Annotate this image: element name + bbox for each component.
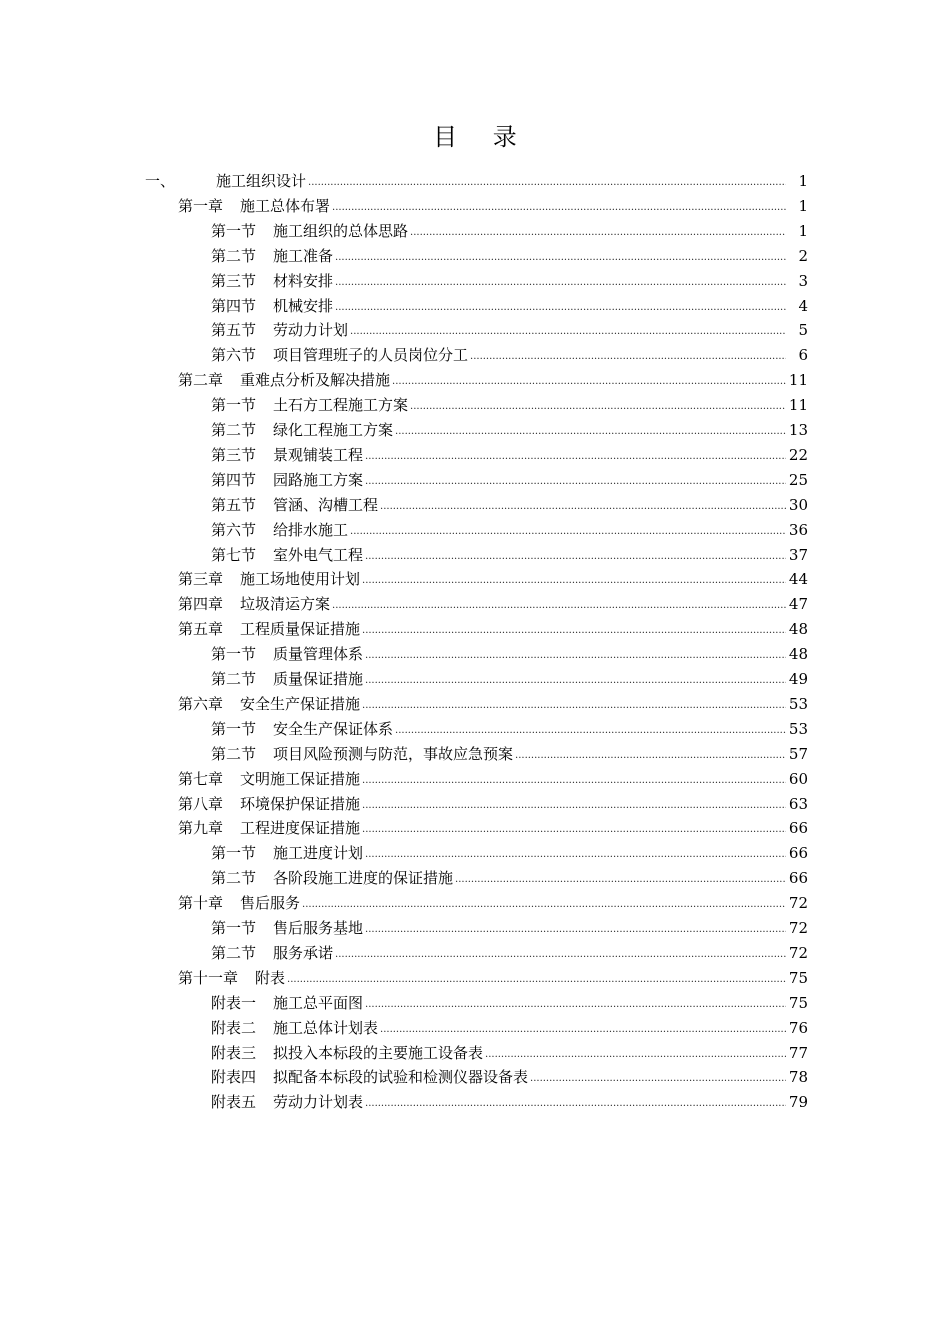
toc-entry[interactable] bbox=[211, 416, 808, 440]
toc-entry[interactable] bbox=[211, 914, 808, 938]
toc-dot-leader bbox=[362, 773, 786, 789]
toc-dot-leader bbox=[365, 922, 786, 938]
toc-dot-leader bbox=[332, 598, 786, 614]
toc-dot-leader bbox=[335, 250, 786, 266]
toc-entry-number: 第二节 bbox=[211, 421, 257, 439]
toc-entry-number: 附表五 bbox=[211, 1093, 257, 1112]
toc-entry-label: 垃圾清运方案 bbox=[240, 595, 331, 614]
toc-dot-leader bbox=[335, 947, 786, 963]
toc-entry-page-number: 36 bbox=[788, 520, 808, 539]
toc-entry-label: 土石方工程施工方案 bbox=[273, 396, 409, 415]
toc-entry-page-number: 3 bbox=[798, 271, 808, 290]
toc-entry-label: 管涵、沟槽工程 bbox=[273, 495, 379, 514]
toc-entry-page-number: 75 bbox=[788, 993, 808, 1012]
toc-entry-number: 第三节 bbox=[211, 445, 257, 464]
toc-entry-number: 第十章 bbox=[178, 894, 224, 913]
toc-entry-number: 第五章 bbox=[178, 620, 224, 639]
toc-entry-label: 拟配备本标段的试验和检测仪器设备表 bbox=[273, 1068, 529, 1087]
toc-entry-number: 第二节 bbox=[211, 869, 257, 888]
toc-entry-page-number: 72 bbox=[788, 919, 808, 937]
toc-entry[interactable] bbox=[211, 516, 808, 540]
toc-dot-leader bbox=[395, 424, 786, 440]
toc-entry[interactable] bbox=[211, 441, 808, 465]
toc-entry-label: 劳动力计划 bbox=[273, 321, 349, 340]
toc-entry-page-number: 78 bbox=[788, 1068, 808, 1087]
toc-dot-leader bbox=[515, 748, 786, 764]
toc-entry-label: 工程质量保证措施 bbox=[240, 620, 361, 639]
toc-dot-leader bbox=[362, 573, 786, 589]
toc-entry-label: 施工组织设计 bbox=[216, 172, 307, 190]
toc-entry-label: 给排水施工 bbox=[273, 520, 349, 539]
toc-entry-page-number: 22 bbox=[788, 445, 808, 464]
toc-entry-label: 施工场地使用计划 bbox=[240, 570, 361, 589]
toc-entry-label: 施工总平面图 bbox=[273, 993, 364, 1012]
toc-entry-number: 第一节 bbox=[211, 919, 257, 937]
toc-entry-page-number: 53 bbox=[788, 719, 808, 738]
toc-entry-number: 第十一章 bbox=[178, 968, 239, 987]
page-title: 目 录 bbox=[433, 123, 531, 151]
toc-entry-label: 园路施工方案 bbox=[273, 470, 364, 489]
toc-entry-number: 第六节 bbox=[211, 346, 257, 365]
toc-entry-page-number: 66 bbox=[788, 844, 808, 863]
toc-entry-number: 第二章 bbox=[178, 371, 224, 390]
toc-entry-number: 第八章 bbox=[178, 794, 224, 813]
toc-entry[interactable] bbox=[211, 1014, 808, 1038]
toc-entry-label: 项目管理班子的人员岗位分工 bbox=[273, 346, 469, 365]
toc-entry-number: 第七章 bbox=[178, 769, 224, 788]
toc-entry-number: 第五节 bbox=[211, 321, 257, 340]
toc-entry-number: 第三节 bbox=[211, 271, 257, 290]
toc-dot-leader bbox=[362, 822, 786, 838]
toc-dot-leader bbox=[410, 225, 786, 241]
toc-entry-page-number: 44 bbox=[788, 570, 808, 589]
toc-entry[interactable] bbox=[211, 1063, 808, 1087]
toc-entry-page-number: 25 bbox=[788, 470, 808, 489]
toc-entry-label: 工程进度保证措施 bbox=[240, 819, 361, 838]
toc-entry-number: 第一节 bbox=[211, 645, 257, 664]
toc-entry-number: 第六节 bbox=[211, 520, 257, 539]
toc-dot-leader bbox=[362, 623, 786, 639]
toc-dot-leader bbox=[365, 673, 786, 689]
toc-entry[interactable] bbox=[211, 1039, 808, 1063]
toc-entry-label: 文明施工保证措施 bbox=[240, 769, 361, 788]
toc-entry[interactable] bbox=[178, 192, 808, 216]
toc-entry-number: 第四节 bbox=[211, 296, 257, 315]
toc-entry-page-number: 1 bbox=[798, 172, 808, 190]
toc-entry-number: 第五节 bbox=[211, 495, 257, 514]
toc-dot-leader bbox=[392, 374, 786, 390]
toc-entry[interactable] bbox=[211, 391, 808, 415]
toc-entry-number: 第七节 bbox=[211, 545, 257, 564]
toc-entry-page-number: 66 bbox=[788, 869, 808, 888]
toc-entry[interactable] bbox=[211, 491, 808, 515]
toc-entry-page-number: 72 bbox=[788, 894, 808, 913]
toc-dot-leader bbox=[287, 972, 786, 988]
toc-entry[interactable] bbox=[178, 790, 808, 814]
toc-dot-leader bbox=[365, 1096, 786, 1112]
toc-dot-leader bbox=[530, 1071, 786, 1087]
toc-entry[interactable] bbox=[145, 167, 808, 191]
toc-entry-label: 质量管理体系 bbox=[273, 645, 364, 664]
toc-entry[interactable] bbox=[211, 740, 808, 764]
toc-entry[interactable] bbox=[211, 715, 808, 739]
toc-entry-page-number: 48 bbox=[788, 620, 808, 639]
toc-entry[interactable] bbox=[178, 765, 808, 789]
toc-entry-label: 施工准备 bbox=[273, 246, 334, 265]
toc-dot-leader bbox=[470, 349, 786, 365]
toc-entry-page-number: 4 bbox=[798, 296, 808, 315]
toc-entry-label: 安全生产保证体系 bbox=[273, 719, 394, 738]
toc-entry-number: 第三章 bbox=[178, 570, 224, 589]
toc-entry-number: 第四节 bbox=[211, 470, 257, 489]
toc-entry-page-number: 30 bbox=[788, 495, 808, 514]
toc-dot-leader bbox=[302, 897, 786, 913]
toc-entry-page-number: 2 bbox=[798, 246, 808, 265]
toc-entry[interactable] bbox=[211, 267, 808, 291]
toc-entry[interactable] bbox=[178, 615, 808, 639]
toc-entry[interactable] bbox=[211, 316, 808, 340]
toc-dot-leader bbox=[485, 1047, 786, 1063]
toc-entry-label: 安全生产保证措施 bbox=[240, 694, 361, 713]
toc-entry[interactable] bbox=[211, 242, 808, 266]
toc-entry-number: 一、 bbox=[145, 172, 176, 190]
toc-entry-page-number: 37 bbox=[788, 545, 808, 564]
toc-entry-number: 第六章 bbox=[178, 694, 224, 713]
toc-entry[interactable] bbox=[211, 1088, 808, 1112]
toc-entry-label: 各阶段施工进度的保证措施 bbox=[273, 869, 454, 888]
toc-entry-number: 第二节 bbox=[211, 943, 257, 962]
toc-dot-leader bbox=[410, 399, 786, 415]
toc-entry[interactable] bbox=[211, 665, 808, 689]
toc-dot-leader bbox=[365, 847, 786, 863]
toc-entry-page-number: 11 bbox=[788, 371, 808, 390]
toc-entry[interactable] bbox=[211, 292, 808, 316]
toc-entry-page-number: 11 bbox=[788, 396, 808, 415]
toc-dot-leader bbox=[308, 175, 786, 191]
toc-entry-label: 服务承诺 bbox=[273, 943, 334, 962]
toc-entry[interactable] bbox=[211, 541, 808, 565]
toc-entry-number: 第二节 bbox=[211, 246, 257, 265]
toc-dot-leader bbox=[365, 474, 786, 490]
toc-entry[interactable] bbox=[178, 690, 808, 714]
toc-dot-leader bbox=[335, 275, 786, 291]
toc-entry[interactable] bbox=[178, 964, 808, 988]
toc-entry-label: 机械安排 bbox=[273, 296, 334, 315]
toc-entry-page-number: 1 bbox=[798, 221, 808, 240]
toc-entry-label: 施工组织的总体思路 bbox=[273, 221, 409, 240]
toc-entry-number: 第二节 bbox=[211, 670, 257, 688]
toc-dot-leader bbox=[332, 200, 786, 216]
toc-entry-label: 拟投入本标段的主要施工设备表 bbox=[273, 1043, 484, 1062]
toc-entry[interactable] bbox=[211, 217, 808, 241]
toc-dot-leader bbox=[365, 449, 786, 465]
toc-entry-page-number: 49 bbox=[788, 670, 808, 688]
toc-entry-page-number: 53 bbox=[788, 694, 808, 713]
toc-entry-label: 景观铺装工程 bbox=[273, 445, 364, 464]
toc-entry-page-number: 60 bbox=[788, 769, 808, 788]
toc-entry-number: 第一节 bbox=[211, 719, 257, 738]
toc-dot-leader bbox=[380, 1022, 786, 1038]
toc-entry-label: 售后服务 bbox=[240, 894, 301, 913]
toc-entry[interactable] bbox=[211, 939, 808, 963]
toc-entry-label: 室外电气工程 bbox=[273, 545, 364, 564]
toc-entry[interactable] bbox=[178, 366, 808, 390]
toc-entry[interactable] bbox=[211, 341, 808, 365]
toc-dot-leader bbox=[365, 648, 786, 664]
toc-entry-page-number: 66 bbox=[788, 819, 808, 838]
toc-entry-number: 第二节 bbox=[211, 744, 257, 763]
toc-dot-leader bbox=[455, 872, 786, 888]
toc-dot-leader bbox=[362, 798, 786, 814]
toc-entry-number: 第一节 bbox=[211, 221, 257, 240]
toc-dot-leader bbox=[365, 997, 786, 1013]
toc-entry-label: 环境保护保证措施 bbox=[240, 794, 361, 813]
toc-entry[interactable] bbox=[211, 989, 808, 1013]
toc-entry-number: 附表二 bbox=[211, 1018, 257, 1037]
toc-entry-number: 附表一 bbox=[211, 993, 257, 1012]
toc-entry-page-number: 76 bbox=[788, 1018, 808, 1037]
toc-entry[interactable] bbox=[178, 565, 808, 589]
toc-entry-label: 劳动力计划表 bbox=[273, 1093, 364, 1112]
toc-entry-label: 绿化工程施工方案 bbox=[273, 421, 394, 439]
toc-entry-number: 第九章 bbox=[178, 819, 224, 838]
toc-entry-page-number: 75 bbox=[788, 968, 808, 987]
toc-entry[interactable] bbox=[211, 640, 808, 664]
toc-dot-leader bbox=[335, 300, 786, 316]
toc-entry-page-number: 47 bbox=[788, 595, 808, 614]
toc-entry-page-number: 1 bbox=[798, 196, 808, 215]
toc-dot-leader bbox=[350, 324, 786, 340]
toc-entry-number: 附表三 bbox=[211, 1043, 257, 1062]
toc-entry[interactable] bbox=[211, 864, 808, 888]
toc-entry-page-number: 57 bbox=[788, 744, 808, 763]
toc-entry-label: 重难点分析及解决措施 bbox=[240, 371, 391, 390]
toc-entry-number: 第四章 bbox=[178, 595, 224, 614]
toc-entry-page-number: 77 bbox=[788, 1043, 808, 1062]
toc-entry-page-number: 79 bbox=[788, 1093, 808, 1112]
toc-entry-page-number: 63 bbox=[788, 794, 808, 813]
toc-entry[interactable] bbox=[211, 839, 808, 863]
toc-entry-label: 附表 bbox=[255, 968, 286, 987]
toc-entry-label: 施工总体布署 bbox=[240, 196, 331, 215]
toc-entry-label: 售后服务基地 bbox=[273, 919, 364, 937]
toc-entry[interactable] bbox=[178, 814, 808, 838]
toc-dot-leader bbox=[380, 499, 786, 515]
toc-entry-label: 项目风险预测与防范，事故应急预案 bbox=[273, 744, 514, 763]
toc-entry-label: 施工总体计划表 bbox=[273, 1018, 379, 1037]
toc-entry[interactable] bbox=[178, 889, 808, 913]
toc-dot-leader bbox=[365, 549, 786, 565]
toc-entry-label: 质量保证措施 bbox=[273, 670, 364, 688]
toc-dot-leader bbox=[395, 723, 786, 739]
toc-entry-page-number: 48 bbox=[788, 645, 808, 664]
toc-entry-page-number: 6 bbox=[798, 346, 808, 365]
toc-entry-number: 第一节 bbox=[211, 844, 257, 863]
toc-entry-number: 第一节 bbox=[211, 396, 257, 415]
toc-entry-label: 施工进度计划 bbox=[273, 844, 364, 863]
toc-entry-page-number: 13 bbox=[788, 421, 808, 439]
toc-entry-page-number: 5 bbox=[798, 321, 808, 340]
toc-entry-page-number: 72 bbox=[788, 943, 808, 962]
toc-entry-number: 附表四 bbox=[211, 1068, 257, 1087]
toc-entry[interactable] bbox=[178, 590, 808, 614]
toc-entry-label: 材料安排 bbox=[273, 271, 334, 290]
toc-entry[interactable] bbox=[211, 466, 808, 490]
toc-entry-number: 第一章 bbox=[178, 196, 224, 215]
toc-dot-leader bbox=[350, 524, 786, 540]
toc-dot-leader bbox=[362, 698, 786, 714]
